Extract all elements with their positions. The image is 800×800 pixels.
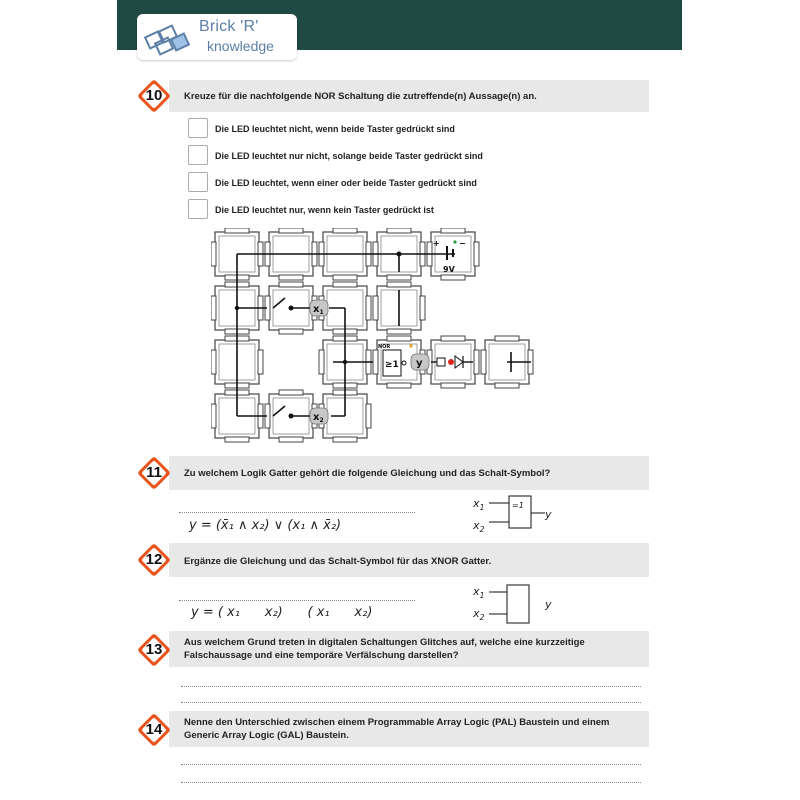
option-2-checkbox[interactable] (188, 145, 208, 165)
question-10-text: Kreuze für die nachfolgende NOR Schaltung die zutreffende(n) Aussage(n) an. (184, 91, 537, 102)
question-11-text: Zu welchem Logik Gatter gehört die folgende Gleichung und das Schalt-Symbol? (184, 468, 551, 479)
worksheet-page (117, 0, 682, 800)
option-3-checkbox[interactable] (188, 172, 208, 192)
question-11-badge (134, 453, 174, 493)
question-14-bar (169, 711, 649, 747)
logo-text-brand: Brick 'R' (199, 18, 259, 35)
bricks-logo-icon (143, 20, 195, 56)
answer-line-q13-2[interactable] (181, 702, 641, 703)
svg-text:+: + (433, 239, 440, 248)
answer-line-q12 (179, 600, 415, 601)
question-10-badge (134, 76, 174, 116)
logo-text-knowledge: knowledge (207, 38, 274, 54)
question-11-number: 11 (146, 464, 162, 481)
q12-input2-label: $x_2$ (473, 607, 485, 623)
question-10-number: 10 (145, 87, 163, 104)
x2-tag-label: $x_2$ (313, 412, 324, 424)
question-10-bar (169, 80, 649, 112)
question-12-text: Ergänze die Gleichung und das Schalt-Symbol für das XNOR Gatter. (184, 556, 492, 567)
q12-equation: y = ( x₁ x₂) ( x₁ x₂) (191, 605, 373, 620)
header-bar (117, 0, 682, 54)
question-12-number: 12 (145, 551, 163, 568)
option-4-label: Die LED leuchtet nur, wenn kein Taster gedrückt ist (215, 205, 434, 215)
question-14-text-line1: Nenne den Unterschied zwischen einem Programmable Array Logic (PAL) Baustein und einem (184, 717, 610, 728)
option-4-checkbox[interactable] (188, 199, 208, 219)
question-13-text-line1: Aus welchem Grund treten in digitalen Schaltungen Glitches auf, welche eine kurzzeitige (184, 637, 585, 648)
question-14-badge (134, 710, 174, 750)
question-13-text-line2: Falschaussage und eine temporäre Verfälschung darstellen? (184, 650, 459, 661)
q12-output-label: y (545, 598, 552, 611)
option-1-label: Die LED leuchtet nicht, wenn beide Taster gedrückt sind (215, 124, 455, 134)
q11-output-label: y (545, 508, 552, 521)
brand-logo (137, 14, 297, 60)
answer-line-q11 (179, 512, 415, 513)
x1-tag-label: $x_1$ (313, 304, 324, 316)
svg-text:−: − (459, 239, 466, 248)
option-1-checkbox[interactable] (188, 118, 208, 138)
xor-gate-symbol (483, 494, 553, 534)
q11-input1-label: $x_1$ (473, 497, 485, 513)
question-12-badge (134, 540, 174, 580)
question-13-bar (169, 631, 649, 667)
q11-equation: y = (x̄₁ ∧ x₂) ∨ (x₁ ∧ x̄₂) (189, 518, 342, 533)
question-13-number: 13 (145, 641, 163, 658)
question-14-text-line2: Generic Array Logic (GAL) Baustein. (184, 730, 349, 741)
question-12-bar (169, 543, 649, 577)
q11-input2-label: $x_2$ (473, 519, 485, 535)
y-tag-label: y (416, 358, 423, 369)
svg-text:NOR: NOR (378, 344, 391, 350)
option-2-label: Die LED leuchtet nur nicht, solange beide Taster gedrückt sind (215, 151, 483, 161)
answer-line-q13-1[interactable] (181, 686, 641, 687)
svg-text:=1: =1 (512, 501, 524, 510)
nor-circuit-diagram (211, 228, 541, 448)
question-13-text (184, 636, 585, 662)
xnor-gate-symbol-blank (483, 583, 553, 627)
question-11-bar (169, 456, 649, 490)
q12-input1-label: $x_1$ (473, 585, 485, 601)
question-14-text (184, 716, 609, 742)
question-14-number: 14 (145, 721, 163, 738)
answer-line-q14-1[interactable] (181, 764, 641, 765)
svg-text:≥1: ≥1 (385, 360, 399, 370)
question-13-badge (134, 630, 174, 670)
answer-line-q14-2[interactable] (181, 782, 641, 783)
svg-text:9V: 9V (443, 265, 455, 274)
option-3-label: Die LED leuchtet, wenn einer oder beide Taster gedrückt sind (215, 178, 477, 188)
